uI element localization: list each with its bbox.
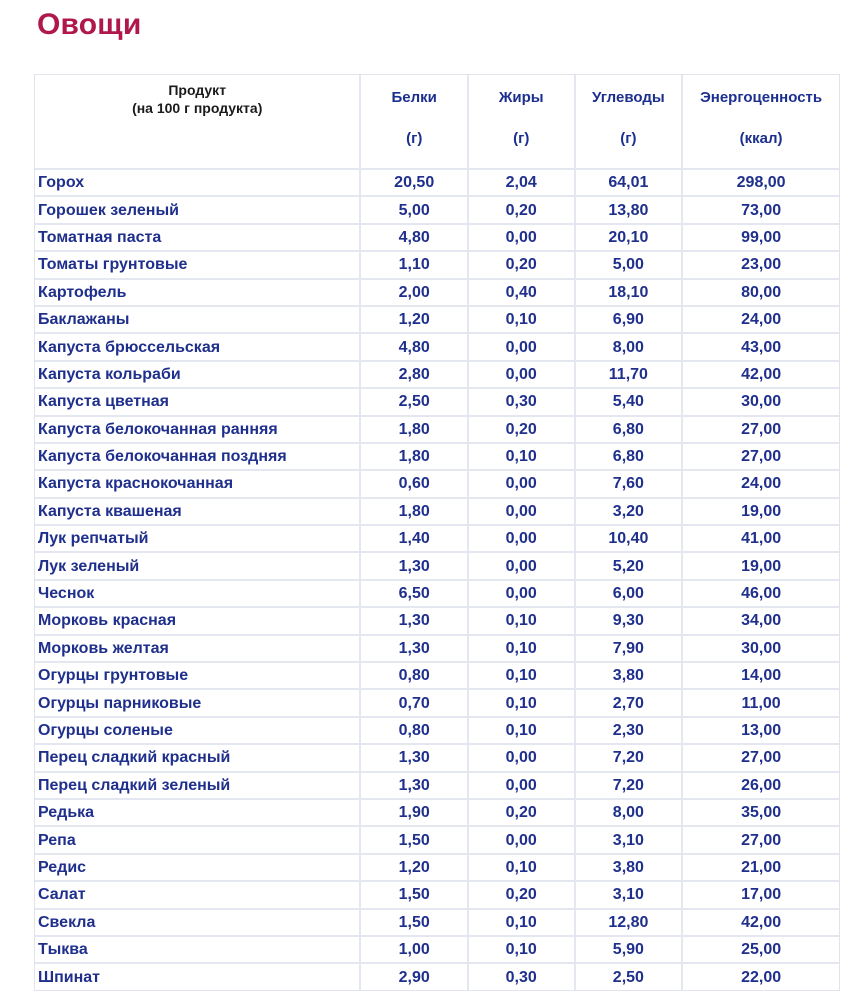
cell-energy: 42,00 xyxy=(683,910,839,937)
header-product-subtitle: (на 100 г продукта) xyxy=(132,100,263,116)
cell-fat: 0,40 xyxy=(469,280,576,307)
cell-product-name: Капуста белокочанная поздняя xyxy=(35,444,361,471)
header-product xyxy=(35,75,361,170)
cell-fat: 0,10 xyxy=(469,608,576,635)
table-row xyxy=(35,499,839,526)
table-row xyxy=(35,280,839,307)
header-protein-unit: (г) xyxy=(406,130,423,147)
header-protein-label: Белки xyxy=(391,89,437,106)
cell-fat: 0,00 xyxy=(469,499,576,526)
cell-energy: 34,00 xyxy=(683,608,839,635)
cell-carbs: 20,10 xyxy=(576,225,684,252)
cell-energy: 23,00 xyxy=(683,252,839,279)
cell-carbs: 6,90 xyxy=(576,307,684,334)
cell-energy: 13,00 xyxy=(683,718,839,745)
cell-carbs: 11,70 xyxy=(576,362,684,389)
cell-fat: 0,10 xyxy=(469,307,576,334)
cell-fat: 0,10 xyxy=(469,636,576,663)
cell-energy: 27,00 xyxy=(683,745,839,772)
cell-energy: 24,00 xyxy=(683,471,839,498)
header-row xyxy=(35,75,839,170)
cell-product-name: Редька xyxy=(35,800,361,827)
cell-product-name: Лук репчатый xyxy=(35,526,361,553)
cell-carbs: 7,20 xyxy=(576,773,684,800)
cell-carbs: 5,20 xyxy=(576,553,684,580)
cell-protein: 1,50 xyxy=(361,827,469,854)
cell-fat: 0,00 xyxy=(469,362,576,389)
cell-fat: 0,30 xyxy=(469,964,576,989)
cell-energy: 21,00 xyxy=(683,855,839,882)
cell-fat: 0,10 xyxy=(469,910,576,937)
header-energy-label: Энергоценность xyxy=(700,89,823,106)
cell-protein: 1,30 xyxy=(361,636,469,663)
table-row xyxy=(35,334,839,361)
cell-fat: 0,20 xyxy=(469,252,576,279)
cell-energy: 27,00 xyxy=(683,827,839,854)
cell-fat: 0,00 xyxy=(469,773,576,800)
cell-carbs: 3,10 xyxy=(576,827,684,854)
cell-carbs: 2,50 xyxy=(576,964,684,989)
cell-energy: 27,00 xyxy=(683,417,839,444)
header-carbs-unit: (г) xyxy=(620,130,637,147)
table-row xyxy=(35,882,839,909)
cell-energy: 14,00 xyxy=(683,663,839,690)
cell-carbs: 3,20 xyxy=(576,499,684,526)
cell-protein: 1,80 xyxy=(361,499,469,526)
table-row xyxy=(35,745,839,772)
cell-energy: 30,00 xyxy=(683,636,839,663)
cell-energy: 30,00 xyxy=(683,389,839,416)
cell-fat: 0,10 xyxy=(469,718,576,745)
table-row xyxy=(35,964,839,989)
cell-energy: 27,00 xyxy=(683,444,839,471)
cell-protein: 1,20 xyxy=(361,307,469,334)
cell-carbs: 3,10 xyxy=(576,882,684,909)
cell-protein: 1,30 xyxy=(361,608,469,635)
cell-product-name: Огурцы грунтовые xyxy=(35,663,361,690)
cell-protein: 1,90 xyxy=(361,800,469,827)
cell-fat: 0,20 xyxy=(469,197,576,224)
header-carbs-label: Углеводы xyxy=(592,89,665,106)
cell-energy: 11,00 xyxy=(683,690,839,717)
table-row xyxy=(35,307,839,334)
cell-carbs: 10,40 xyxy=(576,526,684,553)
cell-product-name: Огурцы парниковые xyxy=(35,690,361,717)
cell-protein: 6,50 xyxy=(361,581,469,608)
table-row xyxy=(35,910,839,937)
table-row xyxy=(35,362,839,389)
cell-fat: 0,00 xyxy=(469,827,576,854)
cell-product-name: Капуста цветная xyxy=(35,389,361,416)
cell-energy: 24,00 xyxy=(683,307,839,334)
table-row xyxy=(35,608,839,635)
cell-carbs: 8,00 xyxy=(576,334,684,361)
cell-product-name: Капуста белокочанная ранняя xyxy=(35,417,361,444)
cell-product-name: Баклажаны xyxy=(35,307,361,334)
cell-energy: 43,00 xyxy=(683,334,839,361)
cell-carbs: 2,30 xyxy=(576,718,684,745)
cell-product-name: Огурцы соленые xyxy=(35,718,361,745)
cell-protein: 1,40 xyxy=(361,526,469,553)
header-carbs xyxy=(576,75,684,170)
header-fat xyxy=(469,75,576,170)
cell-carbs: 7,90 xyxy=(576,636,684,663)
cell-energy: 41,00 xyxy=(683,526,839,553)
cell-protein: 0,60 xyxy=(361,471,469,498)
cell-carbs: 5,40 xyxy=(576,389,684,416)
cell-carbs: 64,01 xyxy=(576,170,684,197)
cell-carbs: 5,00 xyxy=(576,252,684,279)
cell-protein: 0,70 xyxy=(361,690,469,717)
cell-protein: 20,50 xyxy=(361,170,469,197)
cell-fat: 0,20 xyxy=(469,882,576,909)
cell-carbs: 7,20 xyxy=(576,745,684,772)
cell-carbs: 2,70 xyxy=(576,690,684,717)
cell-protein: 1,80 xyxy=(361,417,469,444)
cell-carbs: 5,90 xyxy=(576,937,684,964)
cell-protein: 4,80 xyxy=(361,225,469,252)
cell-product-name: Томатная паста xyxy=(35,225,361,252)
header-fat-label: Жиры xyxy=(498,89,544,106)
cell-fat: 0,10 xyxy=(469,663,576,690)
table-row xyxy=(35,718,839,745)
cell-protein: 2,80 xyxy=(361,362,469,389)
cell-product-name: Чеснок xyxy=(35,581,361,608)
cell-carbs: 7,60 xyxy=(576,471,684,498)
cell-protein: 2,90 xyxy=(361,964,469,989)
table-row xyxy=(35,800,839,827)
table-header xyxy=(35,75,839,170)
cell-product-name: Горох xyxy=(35,170,361,197)
cell-protein: 0,80 xyxy=(361,663,469,690)
cell-protein: 1,30 xyxy=(361,745,469,772)
cell-product-name: Перец сладкий зеленый xyxy=(35,773,361,800)
cell-product-name: Шпинат xyxy=(35,964,361,989)
cell-protein: 5,00 xyxy=(361,197,469,224)
table-row xyxy=(35,225,839,252)
cell-product-name: Тыква xyxy=(35,937,361,964)
cell-energy: 19,00 xyxy=(683,499,839,526)
cell-energy: 25,00 xyxy=(683,937,839,964)
cell-fat: 0,00 xyxy=(469,526,576,553)
cell-carbs: 3,80 xyxy=(576,855,684,882)
cell-product-name: Свекла xyxy=(35,910,361,937)
cell-fat: 0,20 xyxy=(469,417,576,444)
cell-product-name: Горошек зеленый xyxy=(35,197,361,224)
table-row xyxy=(35,170,839,197)
table-row xyxy=(35,937,839,964)
cell-carbs: 6,80 xyxy=(576,444,684,471)
cell-carbs: 9,30 xyxy=(576,608,684,635)
cell-fat: 0,00 xyxy=(469,225,576,252)
cell-product-name: Редис xyxy=(35,855,361,882)
cell-fat: 0,20 xyxy=(469,800,576,827)
table-row xyxy=(35,663,839,690)
cell-energy: 26,00 xyxy=(683,773,839,800)
nutrition-table xyxy=(34,74,840,991)
table-row xyxy=(35,444,839,471)
cell-product-name: Салат xyxy=(35,882,361,909)
table-row xyxy=(35,389,839,416)
cell-energy: 80,00 xyxy=(683,280,839,307)
cell-energy: 46,00 xyxy=(683,581,839,608)
cell-product-name: Капуста брюссельская xyxy=(35,334,361,361)
cell-protein: 1,50 xyxy=(361,882,469,909)
cell-fat: 0,10 xyxy=(469,444,576,471)
cell-protein: 1,80 xyxy=(361,444,469,471)
cell-product-name: Морковь красная xyxy=(35,608,361,635)
cell-carbs: 6,00 xyxy=(576,581,684,608)
cell-fat: 2,04 xyxy=(469,170,576,197)
cell-product-name: Капуста квашеная xyxy=(35,499,361,526)
cell-energy: 35,00 xyxy=(683,800,839,827)
table-row xyxy=(35,553,839,580)
header-energy xyxy=(683,75,839,170)
cell-energy: 19,00 xyxy=(683,553,839,580)
header-energy-unit: (ккал) xyxy=(739,130,783,147)
cell-fat: 0,10 xyxy=(469,855,576,882)
cell-protein: 1,50 xyxy=(361,910,469,937)
table-row xyxy=(35,526,839,553)
cell-product-name: Картофель xyxy=(35,280,361,307)
cell-fat: 0,00 xyxy=(469,581,576,608)
table-row xyxy=(35,581,839,608)
cell-product-name: Морковь желтая xyxy=(35,636,361,663)
table-body xyxy=(35,170,839,990)
cell-energy: 17,00 xyxy=(683,882,839,909)
cell-protein: 1,20 xyxy=(361,855,469,882)
cell-fat: 0,00 xyxy=(469,471,576,498)
cell-product-name: Перец сладкий красный xyxy=(35,745,361,772)
cell-energy: 22,00 xyxy=(741,968,782,986)
cell-fat: 0,00 xyxy=(469,745,576,772)
cell-fat: 0,30 xyxy=(469,389,576,416)
cell-protein: 1,10 xyxy=(361,252,469,279)
table-row xyxy=(35,827,839,854)
header-protein xyxy=(361,75,469,170)
cell-fat: 0,10 xyxy=(469,690,576,717)
cell-carbs: 3,80 xyxy=(576,663,684,690)
cell-product-name: Репа xyxy=(35,827,361,854)
cell-protein: 4,80 xyxy=(361,334,469,361)
cell-carbs: 12,80 xyxy=(576,910,684,937)
cell-product-name: Лук зеленый xyxy=(35,553,361,580)
cell-carbs: 6,80 xyxy=(576,417,684,444)
table-row xyxy=(35,197,839,224)
table-row xyxy=(35,690,839,717)
table-row xyxy=(35,855,839,882)
cell-energy: 298,00 xyxy=(683,170,839,197)
cell-energy: 99,00 xyxy=(683,225,839,252)
cell-product-name: Капуста кольраби xyxy=(35,362,361,389)
table-row xyxy=(35,471,839,498)
cell-product-name: Капуста краснокочанная xyxy=(35,471,361,498)
cell-fat: 0,00 xyxy=(469,334,576,361)
cell-fat: 0,10 xyxy=(469,937,576,964)
header-product-title: Продукт xyxy=(168,82,227,98)
cell-protein: 1,30 xyxy=(361,553,469,580)
table-row xyxy=(35,417,839,444)
cell-protein: 1,30 xyxy=(361,773,469,800)
cell-fat: 0,00 xyxy=(469,553,576,580)
page-title: Овощи xyxy=(37,8,142,41)
cell-carbs: 18,10 xyxy=(576,280,684,307)
cell-energy: 42,00 xyxy=(683,362,839,389)
cell-energy: 73,00 xyxy=(683,197,839,224)
cell-protein: 1,00 xyxy=(361,937,469,964)
cell-protein: 2,00 xyxy=(361,280,469,307)
table-row xyxy=(35,773,839,800)
table-row xyxy=(35,252,839,279)
cell-product-name: Томаты грунтовые xyxy=(35,252,361,279)
table-row xyxy=(35,636,839,663)
header-fat-unit: (г) xyxy=(513,130,530,147)
cell-carbs: 8,00 xyxy=(576,800,684,827)
cell-carbs: 13,80 xyxy=(576,197,684,224)
cell-protein: 2,50 xyxy=(361,389,469,416)
cell-protein: 0,80 xyxy=(361,718,469,745)
